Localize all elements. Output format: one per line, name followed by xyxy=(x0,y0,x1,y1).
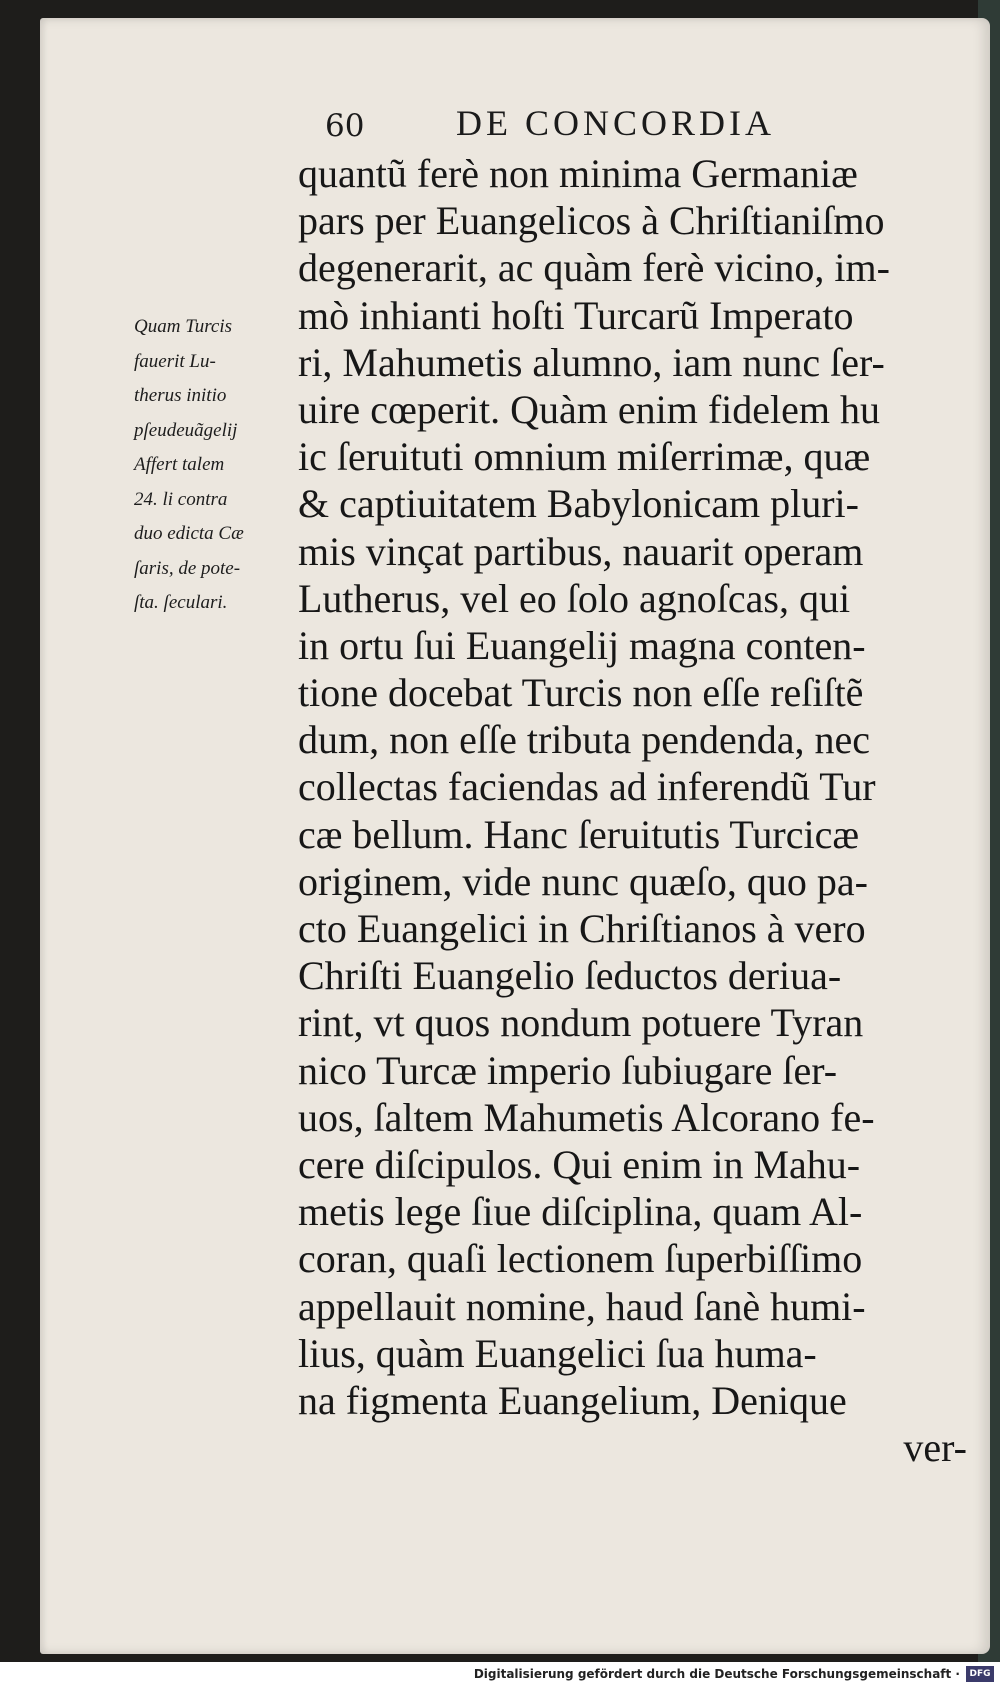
text-line: cere diſcipulos. Qui enim in Mahu- xyxy=(298,1141,861,1187)
text-line: uire cœperit. Quàm enim fidelem hu xyxy=(298,386,881,432)
text-line: nico Turcæ imperio ſubiugare ſer- xyxy=(298,1047,838,1093)
funding-credit: Digitalisierung gefördert durch die Deutsche Forschungsgemeinschaft · xyxy=(473,1667,960,1681)
text-line: ic ſeruituti omnium miſerrimæ, quæ xyxy=(298,434,871,480)
text-line: coran, quaſi lectionem ſuperbiſſimo xyxy=(298,1236,863,1282)
dfg-logo: DFG xyxy=(966,1666,994,1682)
text-line: quantũ ferè non minima Germaniæ xyxy=(298,151,858,196)
text-line: tione docebat Turcis non eſſe reſiſtẽ xyxy=(298,670,864,716)
marginal-note-line: Affert talem xyxy=(134,454,225,475)
marginal-note-line: duo edicta Cæ xyxy=(134,523,244,544)
marginal-note-line: therus initio xyxy=(134,385,227,406)
running-head: DE CONCORDIA xyxy=(456,103,776,143)
text-line: pars per Euangelicos à Chriſtianiſmo xyxy=(298,198,885,244)
text-line: collectas faciendas ad inferendũ Tur xyxy=(298,764,876,810)
text-line: Lutherus, vel eo ſolo agnoſcas, qui xyxy=(298,575,851,621)
text-line: lius, quàm Euangelici ſua huma- xyxy=(298,1330,817,1376)
text-line: mis vinçat partibus, nauarit operam xyxy=(298,528,864,574)
marginal-note-line: fauerit Lu- xyxy=(134,350,216,372)
text-line: appellauit nomine, haud ſanè humi- xyxy=(298,1283,866,1329)
marginal-note-line: 24. li contra xyxy=(134,488,228,510)
catchword: ver- xyxy=(903,1425,967,1471)
text-line: degenerarit, ac quàm ferè vicino, im- xyxy=(298,245,890,291)
text-line: uos, ſaltem Mahumetis Alcorano fe- xyxy=(298,1094,875,1140)
page-number: 60 xyxy=(325,108,365,144)
marginal-note-line: Quam Turcis xyxy=(134,316,233,337)
text-line: cæ bellum. Hanc ſeruitutis Turcicæ xyxy=(298,811,860,857)
marginal-note xyxy=(134,310,294,621)
footer-bar xyxy=(0,1662,1000,1690)
text-line: originem, vide nunc quæſo, quo pa- xyxy=(298,858,868,904)
marginal-note-line: pſeudeuãgelij xyxy=(134,419,238,441)
text-line: cto Euangelici in Chriſtianos à vero xyxy=(298,906,866,951)
text-line: metis lege ſiue diſciplina, quam Al- xyxy=(298,1189,863,1235)
text-line: ri, Mahumetis alumno, iam nunc ſer- xyxy=(298,339,885,385)
text-line: & captiuitatem Babylonicam pluri- xyxy=(298,481,859,527)
marginal-note-line: ſaris, de pote- xyxy=(134,557,241,579)
text-line: mò inhianti hoſti Turcarũ Imperato xyxy=(298,292,854,338)
text-line: na figmenta Euangelium, Denique xyxy=(298,1377,847,1423)
body-text xyxy=(298,150,973,1471)
text-line: dum, non eſſe tributa pendenda, nec xyxy=(298,717,871,763)
text-line: rint, vt quos nondum potuere Tyran xyxy=(298,1000,864,1046)
marginal-note-line: ſta. ſeculari. xyxy=(134,592,228,613)
book-page xyxy=(40,18,990,1654)
text-line: Chriſti Euangelio ſeductos deriua- xyxy=(298,953,842,999)
text-line: in ortu ſui Euangelij magna conten- xyxy=(298,622,866,668)
